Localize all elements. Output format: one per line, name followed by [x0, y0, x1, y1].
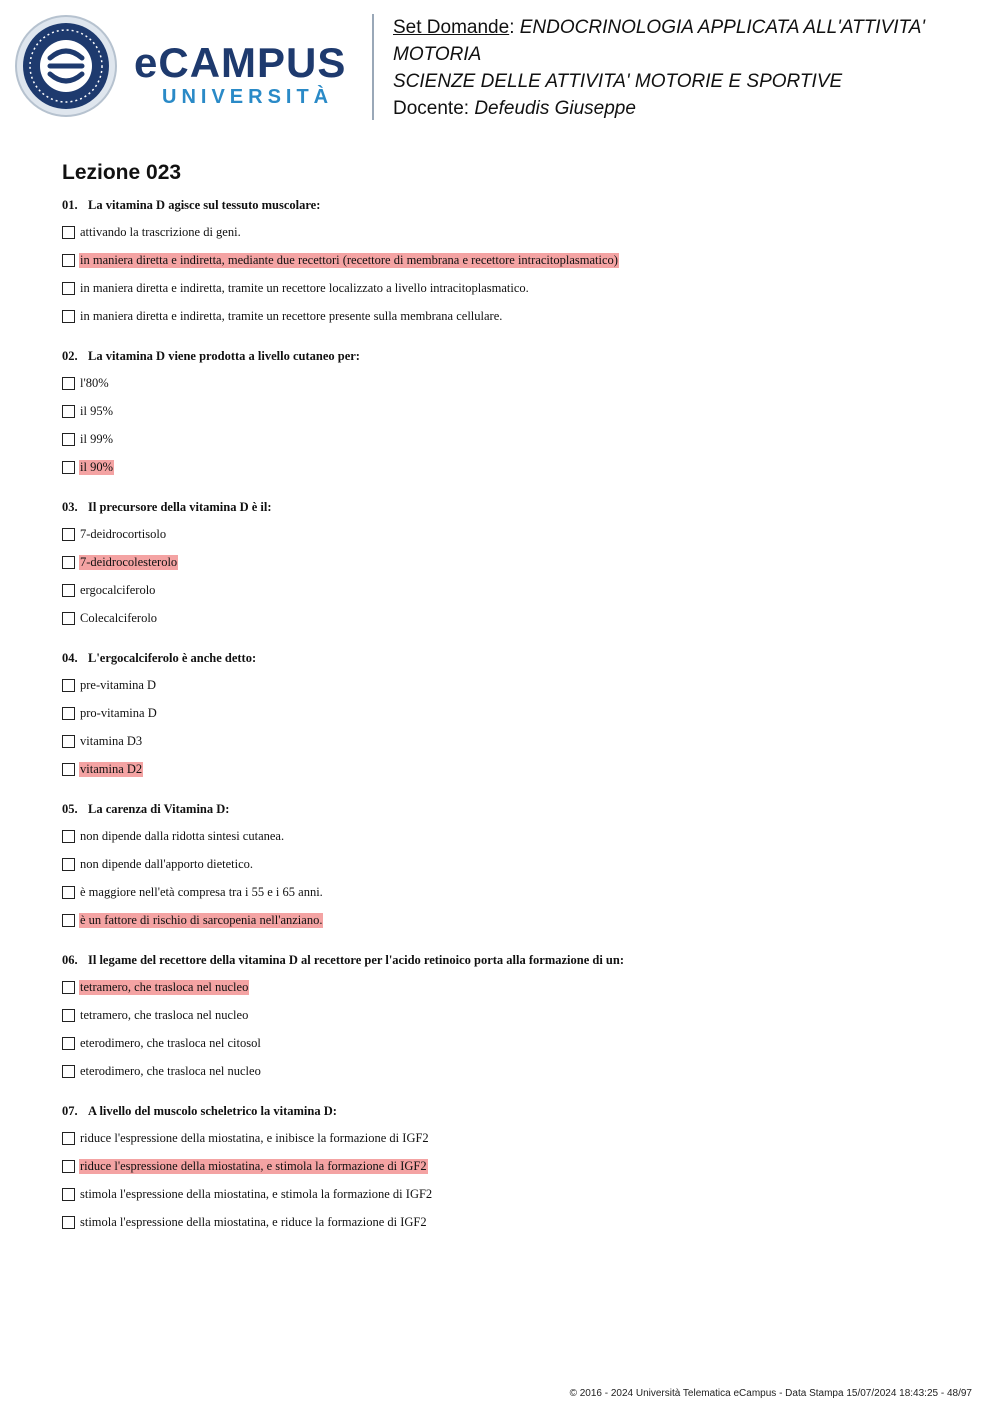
logo-wordmark: eCAMPUS — [134, 39, 347, 86]
answer-option[interactable] — [62, 677, 157, 693]
answer-option[interactable] — [62, 856, 254, 872]
page-header — [0, 0, 1000, 130]
question-label: Il precursore della vitamina D è il: — [88, 500, 272, 514]
answer-checkbox[interactable] — [62, 310, 75, 323]
answer-checkbox[interactable] — [62, 1037, 75, 1050]
answer-checkbox[interactable] — [62, 981, 75, 994]
answer-option[interactable] — [62, 1130, 430, 1146]
answer-text: ergocalciferolo — [80, 582, 156, 597]
answer-text: eterodimero, che trasloca nel nucleo — [80, 1063, 261, 1078]
answer-option[interactable] — [62, 526, 167, 542]
course-title: ENDOCRINOLOGIA APPLICATA ALL'ATTIVITA' MOTORIA — [393, 17, 926, 65]
answer-option[interactable] — [62, 1007, 249, 1023]
answer-checkbox[interactable] — [62, 226, 75, 239]
question-number: 04. — [62, 651, 78, 665]
question-number: 02. — [62, 349, 78, 363]
answer-checkbox[interactable] — [62, 830, 75, 843]
teacher-name: Defeudis Giuseppe — [474, 98, 636, 119]
answer-checkbox[interactable] — [62, 433, 75, 446]
answer-text: eterodimero, che trasloca nel citosol — [80, 1035, 261, 1050]
answer-text: Colecalciferolo — [80, 610, 158, 625]
answer-option[interactable] — [62, 1158, 428, 1174]
answer-text: riduce l'espressione della miostatina, e inibisce la formazione di IGF2 — [80, 1130, 429, 1145]
question-label: Il legame del recettore della vitamina D al recettore per l'acido retinoico porta alla formazione di un: — [88, 953, 624, 967]
answer-checkbox[interactable] — [62, 1065, 75, 1078]
answer-checkbox[interactable] — [62, 584, 75, 597]
answer-text: non dipende dalla ridotta sintesi cutanea. — [80, 828, 285, 843]
set-label: Set Domande — [393, 17, 510, 38]
answer-checkbox[interactable] — [62, 707, 75, 720]
question-text — [62, 953, 624, 968]
answer-option[interactable] — [62, 280, 530, 296]
answer-option[interactable] — [62, 884, 324, 900]
answer-option[interactable] — [62, 308, 503, 324]
answer-option[interactable] — [62, 375, 110, 391]
question-text — [62, 500, 272, 515]
answer-checkbox[interactable] — [62, 763, 75, 776]
answer-option[interactable] — [62, 979, 249, 995]
answer-option[interactable] — [62, 912, 323, 928]
answer-text-correct: riduce l'espressione della miostatina, e stimola la formazione di IGF2 — [80, 1158, 427, 1173]
answer-checkbox[interactable] — [62, 405, 75, 418]
answer-option[interactable] — [62, 1035, 262, 1051]
answer-option[interactable] — [62, 403, 114, 419]
course-info — [393, 14, 983, 122]
question-number: 07. — [62, 1104, 78, 1118]
answer-option[interactable] — [62, 252, 619, 268]
answer-option[interactable] — [62, 733, 143, 749]
answer-checkbox[interactable] — [62, 1216, 75, 1229]
answer-option[interactable] — [62, 610, 158, 626]
answer-checkbox[interactable] — [62, 1132, 75, 1145]
answer-checkbox[interactable] — [62, 679, 75, 692]
answer-text: è maggiore nell'età compresa tra i 55 e i 65 anni. — [80, 884, 323, 899]
answer-option[interactable] — [62, 224, 242, 240]
answer-checkbox[interactable] — [62, 612, 75, 625]
ecampus-logo — [14, 14, 364, 118]
question-label: L'ergocalciferolo è anche detto: — [88, 651, 257, 665]
answer-option[interactable] — [62, 431, 114, 447]
answer-option[interactable] — [62, 1063, 262, 1079]
question-text — [62, 198, 320, 213]
answer-checkbox[interactable] — [62, 858, 75, 871]
answer-text: 7-deidrocortisolo — [80, 526, 167, 541]
answer-text: tetramero, che trasloca nel nucleo — [80, 1007, 249, 1022]
set-colon: : — [509, 17, 520, 38]
answer-text: l'80% — [80, 375, 109, 390]
question-label: La carenza di Vitamina D: — [88, 802, 230, 816]
answer-checkbox[interactable] — [62, 914, 75, 927]
question-label: La vitamina D agisce sul tessuto muscolare: — [88, 198, 321, 212]
answer-checkbox[interactable] — [62, 886, 75, 899]
question-text — [62, 651, 256, 666]
teacher-line — [393, 95, 983, 122]
answer-text: stimola l'espressione della miostatina, e stimola la formazione di IGF2 — [80, 1186, 433, 1201]
answer-text: in maniera diretta e indiretta, tramite un recettore presente sulla membrana cellulare. — [80, 308, 503, 323]
question-label: La vitamina D viene prodotta a livello cutaneo per: — [88, 349, 360, 363]
answer-text-correct: il 90% — [80, 459, 113, 474]
degree-name: SCIENZE DELLE ATTIVITA' MOTORIE E SPORTIVE — [393, 71, 843, 92]
answer-text: il 95% — [80, 403, 113, 418]
answer-checkbox[interactable] — [62, 461, 75, 474]
page-footer: © 2016 - 2024 Università Telematica eCampus - Data Stampa 15/07/2024 18:43:25 - 48/97 — [569, 1388, 972, 1399]
answer-option[interactable] — [62, 1186, 433, 1202]
answer-text: vitamina D3 — [80, 733, 143, 748]
answer-checkbox[interactable] — [62, 1160, 75, 1173]
answer-checkbox[interactable] — [62, 254, 75, 267]
question-number: 03. — [62, 500, 78, 514]
degree-line — [393, 68, 983, 95]
answer-checkbox[interactable] — [62, 528, 75, 541]
answer-option[interactable] — [62, 761, 143, 777]
question-text — [62, 802, 229, 817]
answer-text: pre-vitamina D — [80, 677, 157, 692]
header-divider — [372, 14, 374, 120]
answer-text-correct: in maniera diretta e indiretta, mediante due recettori (recettore di membrana e recettore intracitoplasmatico) — [80, 252, 618, 267]
ecampus-seal-icon — [14, 14, 118, 118]
answer-checkbox[interactable] — [62, 282, 75, 295]
question-number: 06. — [62, 953, 78, 967]
question-label: A livello del muscolo scheletrico la vitamina D: — [88, 1104, 337, 1118]
answer-option[interactable] — [62, 705, 158, 721]
answer-text: il 99% — [80, 431, 113, 446]
question-text — [62, 1104, 337, 1119]
answer-checkbox[interactable] — [62, 556, 75, 569]
answer-text-correct: vitamina D2 — [80, 761, 143, 776]
logo-subtitle: UNIVERSITÀ — [162, 86, 334, 108]
answer-text: stimola l'espressione della miostatina, e riduce la formazione di IGF2 — [80, 1214, 427, 1229]
lesson-title: Lezione 023 — [62, 161, 182, 184]
course-title-line — [393, 14, 983, 68]
answer-text-correct: è un fattore di rischio di sarcopenia nell'anziano. — [80, 912, 323, 927]
answer-text-correct: 7-deidrocolesterolo — [80, 554, 178, 569]
answer-option[interactable] — [62, 459, 114, 475]
answer-text: in maniera diretta e indiretta, tramite un recettore localizzato a livello intracitoplasmatico. — [80, 280, 529, 295]
answer-checkbox[interactable] — [62, 1188, 75, 1201]
answer-checkbox[interactable] — [62, 1009, 75, 1022]
answer-checkbox[interactable] — [62, 735, 75, 748]
answer-option[interactable] — [62, 582, 156, 598]
answer-checkbox[interactable] — [62, 377, 75, 390]
answer-option[interactable] — [62, 554, 178, 570]
teacher-label: Docente: — [393, 98, 475, 119]
answer-text: attivando la trascrizione di geni. — [80, 224, 241, 239]
answer-option[interactable] — [62, 828, 285, 844]
question-text — [62, 349, 360, 364]
answer-text-correct: tetramero, che trasloca nel nucleo — [80, 979, 249, 994]
question-number: 05. — [62, 802, 78, 816]
answer-text: non dipende dall'apporto dietetico. — [80, 856, 254, 871]
question-number: 01. — [62, 198, 78, 212]
answer-option[interactable] — [62, 1214, 428, 1230]
answer-text: pro-vitamina D — [80, 705, 157, 720]
